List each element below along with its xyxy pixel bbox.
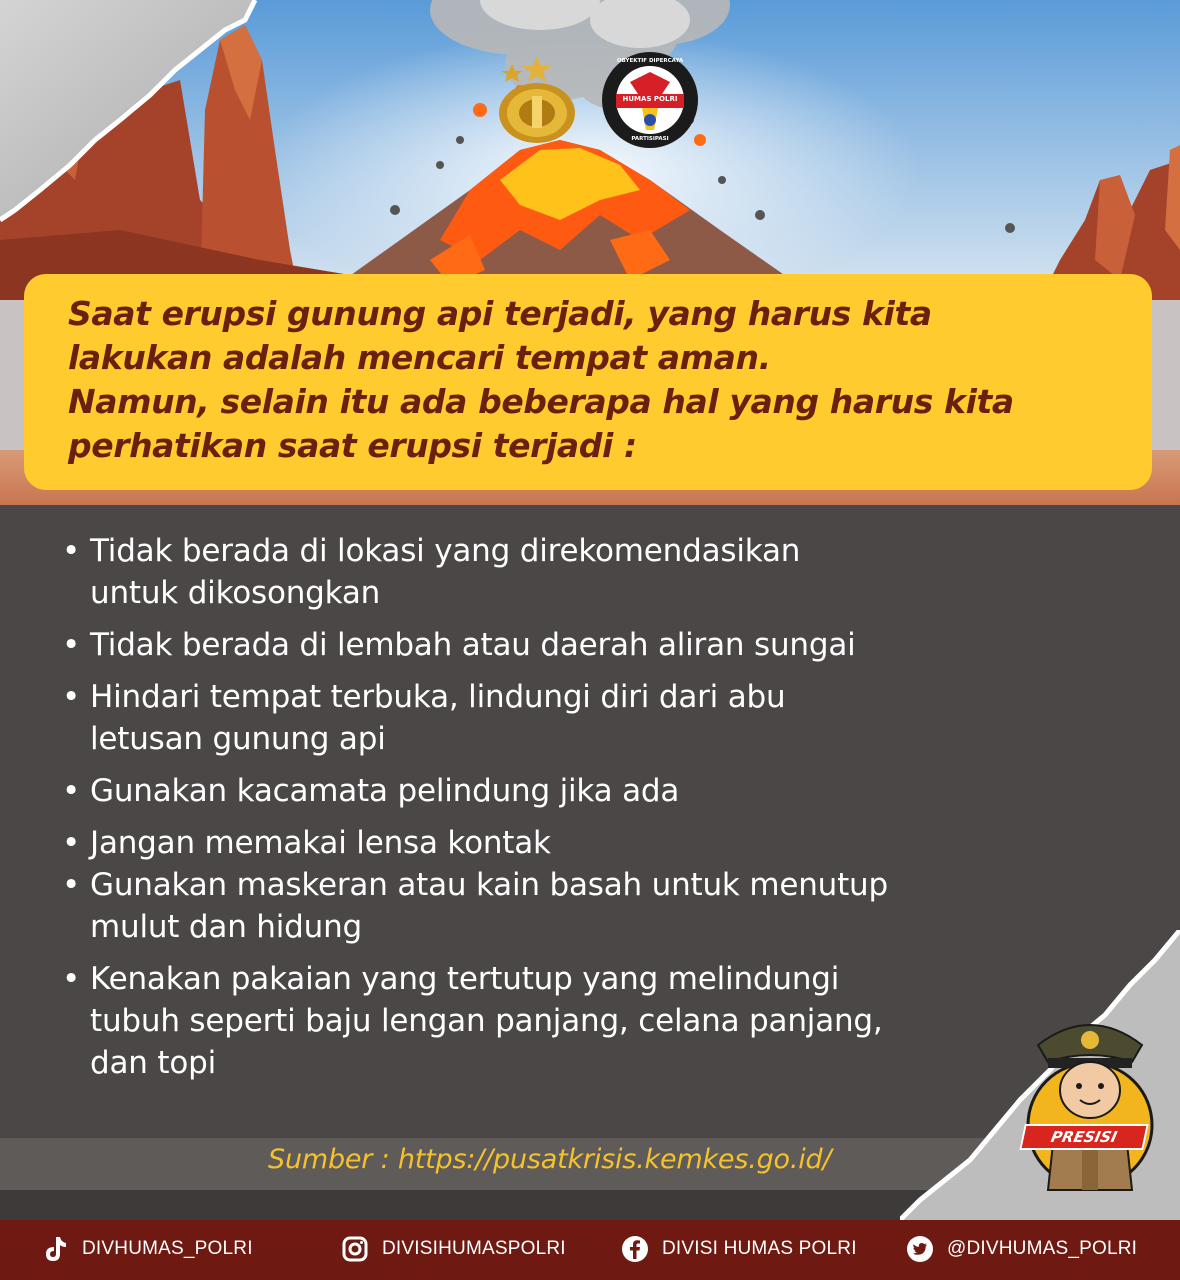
instagram-icon — [340, 1234, 370, 1264]
tip-text: Gunakan maskeran atau kain basah untuk menutup — [90, 867, 888, 903]
tip-text: Gunakan kacamata pelindung jika ada — [90, 773, 680, 809]
facebook-link[interactable] — [620, 1232, 857, 1266]
presisi-label: PRESISI — [1049, 1128, 1119, 1146]
tip-text: mulut dan hidung — [90, 909, 363, 945]
tip-item — [62, 958, 1042, 1084]
tip-item — [62, 624, 1042, 666]
twitter-icon — [905, 1234, 935, 1264]
headline-line: Namun, selain itu ada beberapa hal yang harus kita — [68, 382, 1014, 421]
tip-text: letusan gunung api — [90, 721, 386, 757]
humas-logo-text: HUMAS POLRI — [622, 95, 678, 103]
police-mascot — [1020, 1000, 1160, 1200]
tip-item — [62, 864, 1042, 948]
bullet-icon: • — [62, 679, 81, 715]
tip-item — [62, 770, 1042, 812]
tip-text: Jangan memakai lensa kontak — [90, 825, 551, 861]
headline-line: Saat erupsi gunung api terjadi, yang harus kita — [68, 294, 932, 333]
tiktok-handle: DIVHUMAS_POLRI — [82, 1238, 253, 1259]
tip-text: Tidak berada di lokasi yang direkomendasikan — [90, 533, 801, 569]
bullet-icon: • — [62, 627, 81, 663]
tip-text: untuk dikosongkan — [90, 575, 381, 611]
tip-text: dan topi — [90, 1045, 216, 1081]
source-citation: Sumber : https://pusatkrisis.kemkes.go.id/ — [268, 1144, 832, 1175]
tip-text: Tidak berada di lembah atau daerah aliran sungai — [90, 627, 856, 663]
headline-card — [24, 274, 1152, 490]
bullet-icon: • — [62, 825, 81, 861]
headline-line: lakukan adalah mencari tempat aman. — [68, 338, 771, 377]
bullet-icon: • — [62, 867, 81, 903]
tiktok-link[interactable] — [40, 1232, 253, 1266]
bullet-icon: • — [62, 533, 81, 569]
bullet-icon: • — [62, 961, 81, 997]
presisi-badge — [1019, 1124, 1149, 1150]
headline-line: perhatikan saat erupsi terjadi : — [68, 426, 637, 465]
humas-polri-logo — [600, 50, 700, 150]
humas-logo-top-text: OBYEKTIF DIPERCAYA — [616, 58, 684, 64]
tips-list — [62, 530, 1042, 1094]
mascot-corner — [900, 930, 1180, 1224]
tiktok-icon — [40, 1234, 70, 1264]
instagram-link[interactable] — [340, 1232, 566, 1266]
tip-text: Hindari tempat terbuka, lindungi diri dari abu — [90, 679, 786, 715]
tip-item — [62, 822, 1042, 864]
tip-text: tubuh seperti baju lengan panjang, celana panjang, — [90, 1003, 883, 1039]
polri-emblem-logo — [482, 48, 592, 148]
tip-item — [62, 676, 1042, 760]
humas-logo-bottom-text: PARTISIPASI — [631, 136, 669, 142]
tip-text: Kenakan pakaian yang tertutup yang melindungi — [90, 961, 840, 997]
twitter-handle: @DIVHUMAS_POLRI — [947, 1238, 1138, 1259]
tip-item — [62, 530, 1042, 614]
instagram-handle: DIVISIHUMASPOLRI — [382, 1238, 566, 1259]
facebook-handle: DIVISI HUMAS POLRI — [662, 1238, 857, 1259]
bullet-icon: • — [62, 773, 81, 809]
twitter-link[interactable] — [905, 1232, 1137, 1266]
facebook-icon — [620, 1234, 650, 1264]
